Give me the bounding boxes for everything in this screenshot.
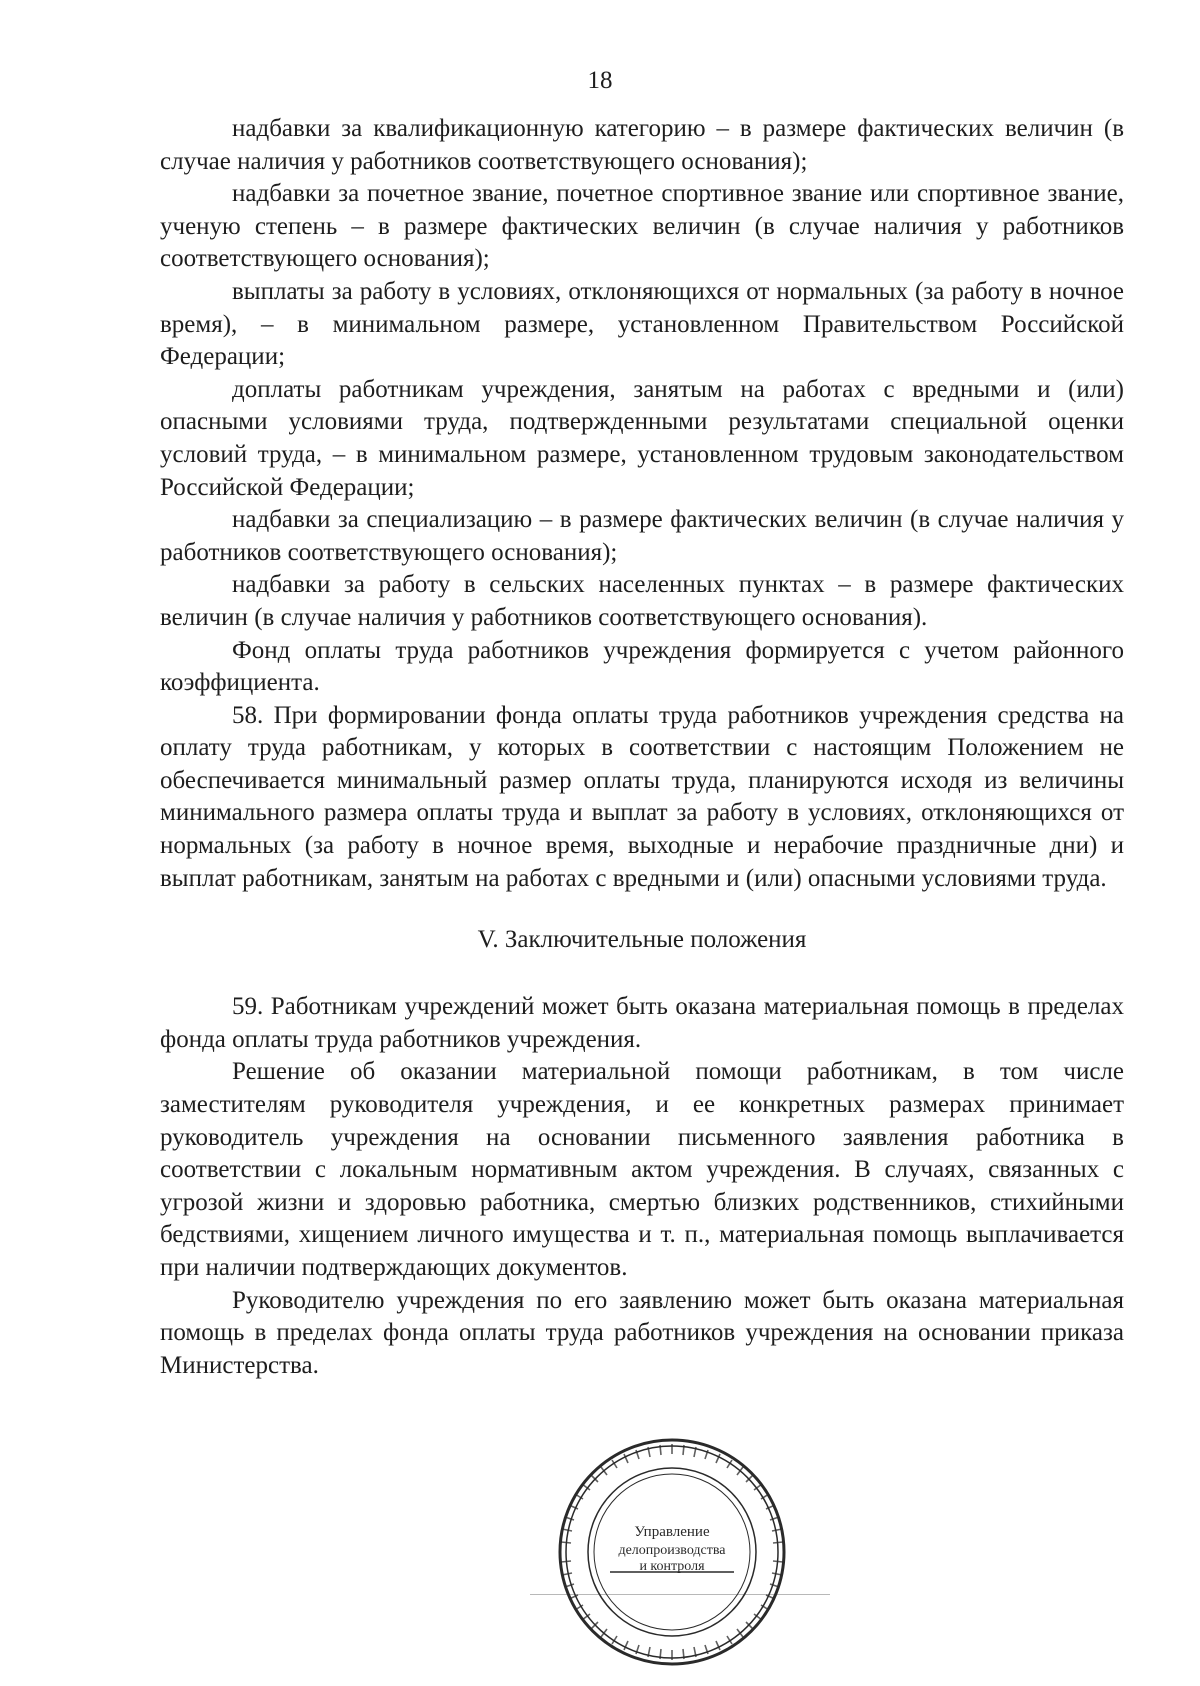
paragraph: Фонд оплаты труда работников учреждения формируется с учетом районного коэффициента.: [160, 636, 1124, 697]
paragraph-58: 58. При формировании фонда оплаты труда работников учреждения средства на оплату труда работникам, у которых в соответствии с настоящим Положением не обеспечивается минимальный размер оплаты труда, планируются исходя из величины минимального размера оплаты труда и выплат за работу в условиях, отклоняющихся от нормальных (за работу в ночное время, выходные и нерабочие праздничные дни) и выплат работникам, занятым на работах с вредными и (или) опасными условиями труда.: [160, 701, 1124, 892]
paragraph: надбавки за работу в сельских населенных пунктах – в размере фактических величин (в случае наличия у работников соответствующего основания).: [160, 571, 1124, 631]
section-heading: V. Заключительные положения: [477, 926, 807, 954]
official-stamp: [552, 1432, 792, 1672]
document-body: [160, 113, 1124, 1382]
paragraph: надбавки за почетное звание, почетное спортивное звание или спортивное звание, ученую степень – в размере фактических величин (в случае наличия у работников соответствующего основания);: [160, 180, 1124, 273]
stamp-seal-icon: [552, 1432, 792, 1672]
paragraph: надбавки за квалификационную категорию – в размере фактических величин (в случае наличия у работников соответствующего основания);: [160, 115, 1124, 175]
stamp-text-line-3: и контроля: [639, 1559, 705, 1574]
paragraph: выплаты за работу в условиях, отклоняющихся от нормальных (за работу в ночное время), – в минимальном размере, установленном Правительством Российской Федерации;: [160, 277, 1124, 371]
paragraph: надбавки за специализацию – в размере фактических величин (в случае наличия у работников соответствующего основания);: [160, 506, 1124, 566]
stamp-text-line-2: делопроизводства: [618, 1543, 726, 1558]
paragraph-59: 59. Работникам учреждений может быть оказана материальная помощь в пределах фонда оплаты труда работников учреждения.: [160, 993, 1124, 1053]
paragraph: Решение об оказании материальной помощи работникам, в том числе заместителям руководителя учреждения, и ее конкретных размерах принимает руководитель учреждения на основании письменного заявления работника в соответствии с локальным нормативным актом учреждения. В случаях, связанных с угрозой жизни и здоровью работника, смертью близких родственников, стихийными бедствиями, хищением личного имущества и т. п., материальная помощь выплачивается при наличии подтверждающих документов.: [160, 1058, 1124, 1281]
stamp-text-line-1: Управление: [634, 1524, 710, 1540]
paragraph: Руководителю учреждения по его заявлению может быть оказана материальная помощь в пределах фонда оплаты труда работников учреждения на основании приказа Министерства.: [160, 1286, 1124, 1379]
page-number: 18: [587, 67, 613, 94]
paragraph: доплаты работникам учреждения, занятым на работах с вредными и (или) опасными условиями труда, подтвержденными результатами специальной оценки условий труда, – в минимальном размере, установленном трудовым законодательством Российской Федерации;: [160, 375, 1124, 501]
